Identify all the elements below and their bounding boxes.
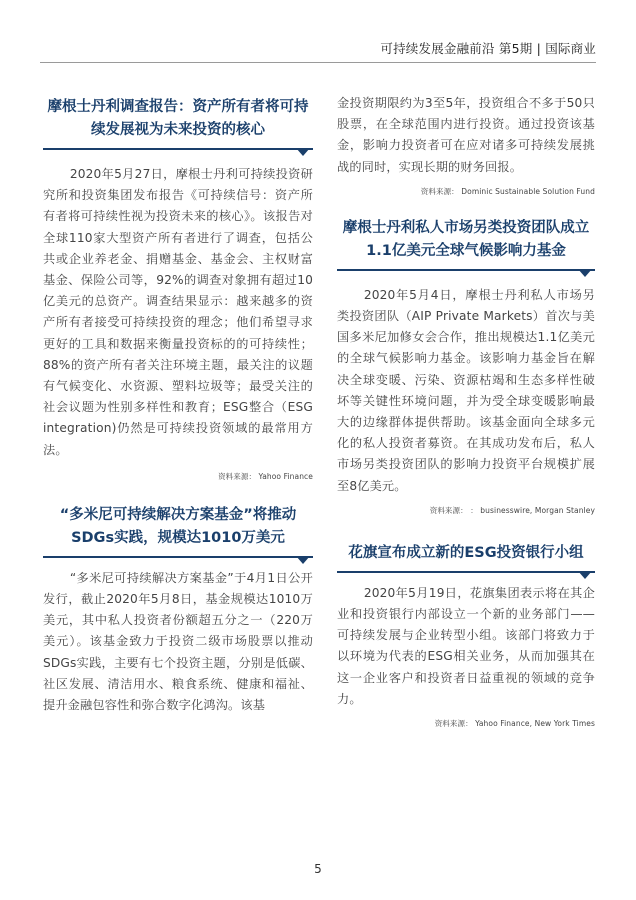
article-body: 2020年5月27日，摩根士丹利可持续投资研究所和投资集团发布报告《可持续信号：资产所有者将可持续性视为投资未来的核心》。该报告对全球110家大型资产所有者进行了调查，包括公共或企业养老金、捐赠基金、基金会、主权财富基金、保险公司等，92%的调查对象拥有超过10亿美元的总资产。调查结果显示：越来越多的资产所有者接受可持续投资的理念；他们希望寻求更好的工具和数据来衡量投资标的的可持续性；88%的资产所有者关注环境主题，最关注的议题有气候变化、水资源、塑料垃圾等；最受关注的社会议题为性别多样性和教育；ESG整合（ESG integration)仍然是可持续投资领域的最常用方法。 bbox=[43, 167, 313, 457]
article-body: 2020年5月19日，花旗集团表示将在其企业和投资银行内部设立一个新的业务部门——可持续发展与企业转型小组。该部门将致力于以环境为代表的ESG相关业务，从而加强其在这一企业客户和投资者日益重视的领域的竞争力。 bbox=[337, 585, 595, 706]
article-source: 资料来源： Dominic Sustainable Solution Fund bbox=[420, 186, 595, 196]
article-title: 花旗宣布成立新的ESG投资银行小组 bbox=[348, 544, 584, 561]
triangle-marker-icon bbox=[296, 148, 310, 156]
article-citi-esg bbox=[337, 542, 595, 729]
article-domini-fund bbox=[43, 504, 313, 716]
article-source: 资料来源： ： businesswire, Morgan Stanley bbox=[429, 505, 595, 515]
right-column bbox=[337, 93, 595, 729]
article-source: 资料来源： Yahoo Finance bbox=[218, 471, 313, 481]
article-domini-fund-continued bbox=[337, 93, 595, 197]
article-title: 摩根士丹利调查报告：资产所有者将可持续发展视为未来投资的核心 bbox=[47, 99, 309, 138]
article-source: 资料来源： Yahoo Finance, New York Times bbox=[434, 719, 595, 729]
title-underline bbox=[43, 556, 313, 568]
triangle-marker-icon bbox=[578, 571, 592, 579]
left-column bbox=[43, 96, 313, 716]
header-divider bbox=[40, 62, 596, 63]
article-title: 摩根士丹利私人市场另类投资团队成立1.1亿美元全球气候影响力基金 bbox=[342, 219, 590, 259]
title-underline bbox=[43, 148, 313, 160]
article-title: “多米尼可持续解决方案基金”将推动SDGs实践，规模达1010万美元 bbox=[59, 506, 297, 546]
article-body: “多米尼可持续解决方案基金”于4月1日公开发行，截止2020年5月8日，基金规模达1010万美元，其中私人投资者份额超五分之一（220万美元）。该基金致力于投资二级市场股票以推动SDGs实践，主要有七个投资主题，分别是低碳、社区发展、清洁用水、粮食系统、健康和福祉、提升金融包容性和弥合数字化鸿沟。该基 bbox=[43, 570, 313, 713]
title-underline bbox=[337, 269, 595, 281]
page-number: 5 bbox=[314, 862, 322, 876]
title-underline bbox=[337, 571, 595, 583]
triangle-marker-icon bbox=[578, 269, 592, 277]
article-climate-fund bbox=[337, 217, 595, 516]
running-header: 可持续发展金融前沿 第5期 | 国际商业 bbox=[380, 41, 596, 56]
article-body: 2020年5月4日，摩根士丹利私人市场另类投资团队（AIP Private Markets）首次与美国多米尼加修女会合作，推出规模达1.1亿美元的全球气候影响力基金。该影响力基金旨在解决全球变暖、污染、资源枯竭和生态多样性破坏等关键性环境问题，并为受全球变暖影响最大的边缘群体提供帮助。该基金面向全球多元化的私人投资者募资。在其成功发布后，私人市场另类投资团队的影响力投资平台规模扩展至8亿美元。 bbox=[337, 287, 595, 493]
article-morgan-stanley-survey bbox=[43, 96, 313, 482]
article-body-continued: 金投资期限约为3至5年，投资组合不多于50只股票，在全球范围内进行投资。通过投资该基金，影响力投资者可在应对诸多可持续发展挑战的同时，实现长期的财务回报。 bbox=[337, 96, 595, 174]
triangle-marker-icon bbox=[296, 556, 310, 564]
